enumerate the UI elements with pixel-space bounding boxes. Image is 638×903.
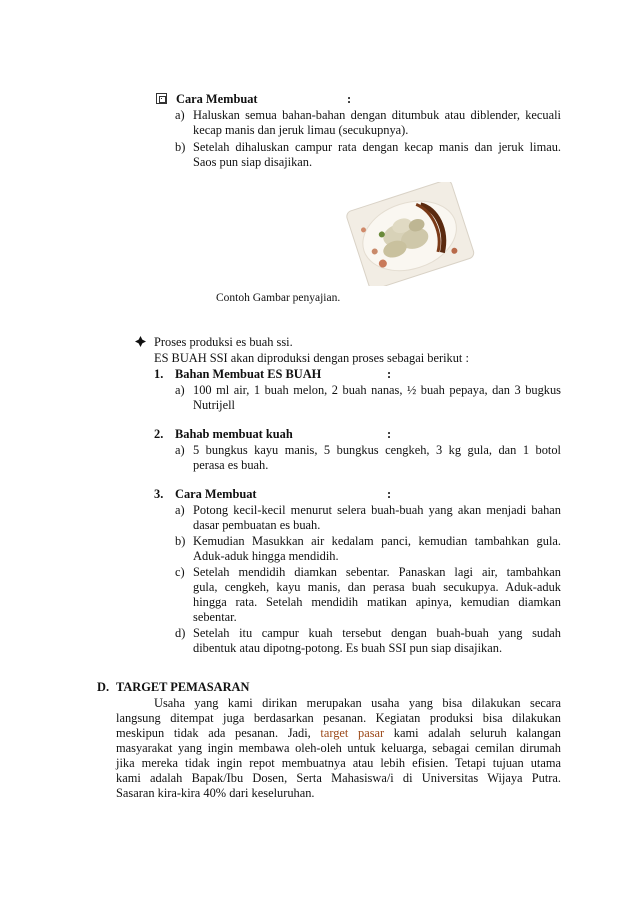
list-item-text: Potong kecil-kecil menurut selera buah-buah yang akan menjadi bahan [193,503,561,517]
section-title: Bahab membuat kuah [175,427,293,441]
section-colon: : [387,367,392,381]
list-marker: a) [175,108,185,122]
paragraph-line: Sasaran kira-kira 40% dari keseluruhan. [116,786,315,800]
section-title: Cara Membuat [175,487,257,501]
list-item-text: Setelah itu campur kuah tersebut dengan buah-buah yang sudah [193,626,561,640]
section-letter: D. [97,680,110,694]
paragraph-line: Usaha yang kami dirikan merupakan usaha yang bisa dilakukan secara [154,696,561,710]
list-item-text: Setelah dihaluskan campur rata dengan kecap manis dan jeruk limau. [193,140,561,154]
square-bullet-icon [156,93,167,104]
list-marker: d) [175,626,186,640]
list-item-text: 5 bungkus kayu manis, 5 bungkus cengkeh, 3 kg gula, dan 1 botol [193,443,561,457]
list-item-text: Aduk-aduk hingga mendidih. [193,549,339,563]
image-caption: Contoh Gambar penyajian. [216,292,341,304]
section-number: 1. [154,367,164,381]
paragraph-line: jika mereka tidak ingin repot membuatnya atau lebih efisien. Tetapi tujuan utama [116,756,561,770]
section-number: 2. [154,427,164,441]
list-item-text: dibentuk atau dipotng-potong. Es buah SSI pun siap disajikan. [193,641,503,655]
list-item-text: perasa es buah. [193,458,269,472]
paragraph-line [116,726,561,741]
list-marker: b) [175,534,186,548]
list-item-text: Nutrijell [193,398,235,412]
list-item-text: Setelah mendidih diamkan sebentar. Panaskan lagi air, tambahkan [193,565,561,579]
paragraph-text: kami adalah seluruh kalangan [384,726,561,740]
list-item-text: Haluskan semua bahan-bahan dengan ditumbuk atau diblender, kecuali [193,108,561,122]
section-title: Bahan Membuat ES BUAH [175,367,322,381]
list-item-text: gula, cengkeh, kayu manis, dan perasa buah secukupya. Aduk-aduk [193,580,561,594]
list-marker: a) [175,443,185,457]
list-item-text: hingga rata. Setelah mendidih matikan apinya, kemudian diamkan [193,595,561,609]
list-item-text: 100 ml air, 1 buah melon, 2 buah nanas, ½ buah pepaya, dan 3 bugkus [193,383,561,397]
list-item-text: Saos pun siap disajikan. [193,155,313,169]
list-item-text: Kemudian Masukkan air kedalam panci, kemudian tambahkan gula. [193,534,561,548]
cara-membuat-colon: : [347,92,352,106]
diamond-bullet-icon [135,336,146,347]
proses-heading: Proses produksi es buah ssi. [154,335,293,349]
paragraph-line: masyarakat yang ingin membawa oleh-oleh untuk keluarga, sebagai cemilan dirumah [116,741,561,755]
section-colon: : [387,487,392,501]
food-serving-photo [343,182,475,286]
proses-intro: ES BUAH SSI akan diproduksi dengan proses sebagai berikut : [154,351,469,365]
section-d-title: TARGET PEMASARAN [116,680,250,694]
list-item-text: kecap manis dan jeruk limau (secukupnya). [193,123,409,137]
list-marker: c) [175,565,185,579]
list-marker: a) [175,383,185,397]
paragraph-line: kami adalah Bapak/Ibu Dosen, Serta Mahasiswa/i di Universitas Wijaya Putra. [116,771,561,785]
list-marker: a) [175,503,185,517]
section-number: 3. [154,487,164,501]
section-colon: : [387,427,392,441]
cara-membuat-title: Cara Membuat [176,92,258,106]
highlight-target-pasar: target pasar [320,726,385,740]
paragraph-line: langsung ditempat juga berdasarkan pesanan. Kegiatan produksi bisa dilakukan [116,711,561,725]
list-item-text: sebentar. [193,610,237,624]
paragraph-text: meskipun tidak ada pesanan. Jadi, [116,726,321,740]
list-item-text: dasar pembuatan es buah. [193,518,321,532]
list-marker: b) [175,140,186,154]
